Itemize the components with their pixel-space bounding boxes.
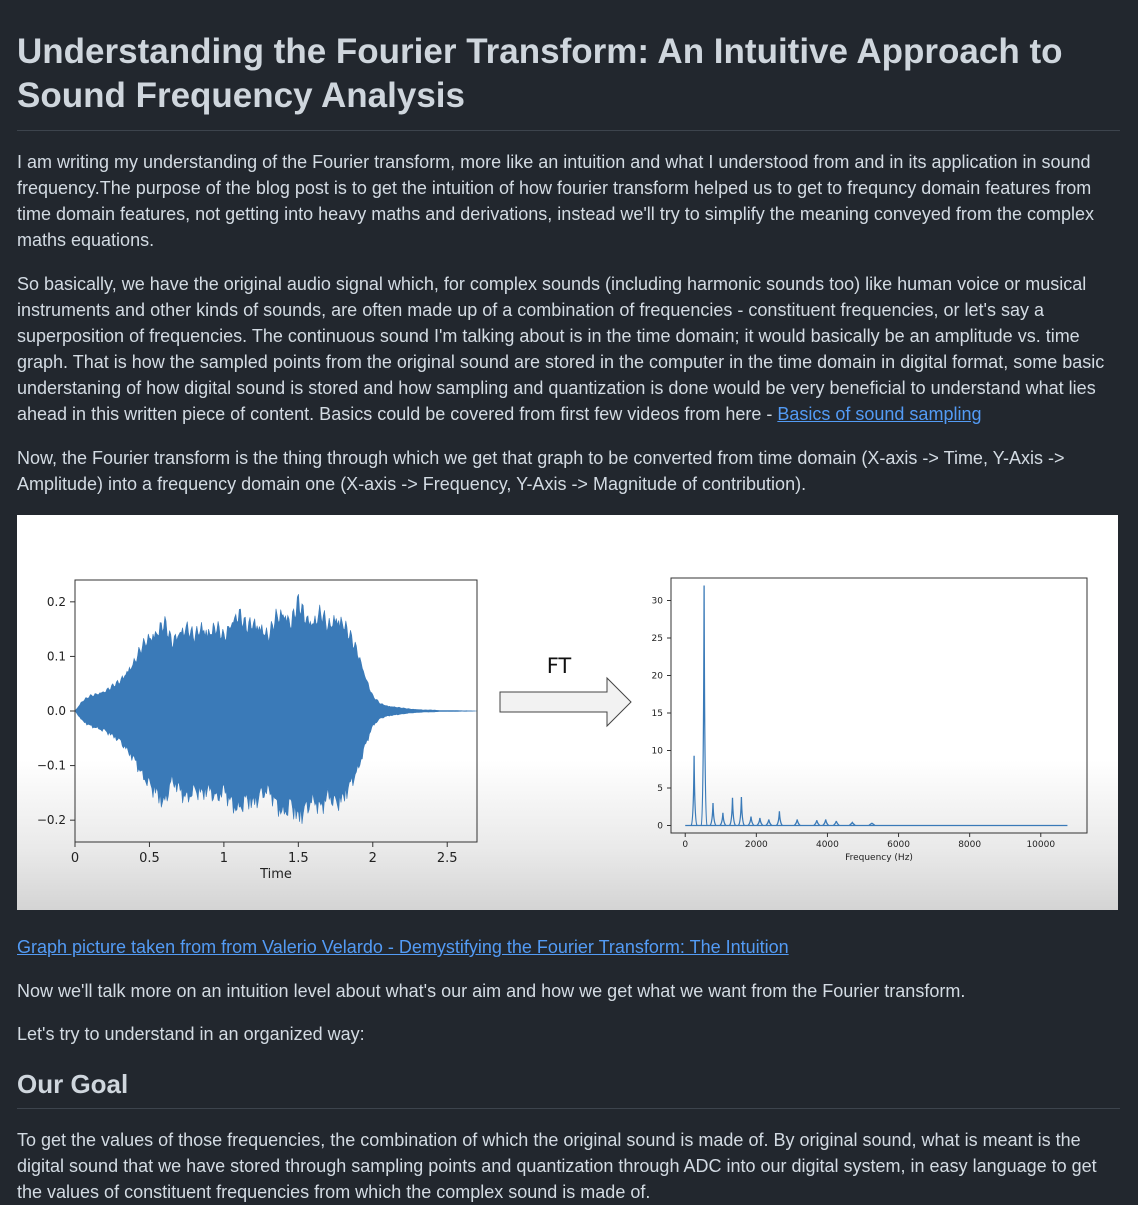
- spectrum-peak: [748, 817, 754, 826]
- section-heading-our-goal: Our Goal: [17, 1067, 1120, 1109]
- spectrum-x-axis-label: Frequency (Hz): [845, 853, 913, 863]
- waveform-x-axis-label: Time: [260, 867, 292, 882]
- ft-arrow-label: FT: [546, 654, 572, 678]
- spectrum-peak: [720, 813, 726, 826]
- waveform-y-tick-label: 0.1: [46, 649, 66, 664]
- spectrum-peak: [776, 811, 782, 825]
- article-title: Understanding the Fourier Transform: An Intuitive Approach to Sound Frequency Analysis: [17, 0, 1120, 131]
- spectrum-x-tick-label: 4000: [815, 840, 839, 850]
- waveform-area: [75, 594, 477, 824]
- waveform-x-tick-label: 2.5: [436, 851, 458, 866]
- waveform-y-tick-label: 0.2: [46, 594, 66, 609]
- spectrum-x-tick-label: 8000: [958, 840, 982, 850]
- organized-paragraph: Let's try to understand in an organized way:: [17, 1024, 365, 1044]
- intuition-paragraph: Now we'll talk more on an intuition level about what's our aim and how we get what we want from the Fourier transform.: [17, 981, 966, 1001]
- spectrum-y-tick-label: 10: [651, 746, 663, 757]
- spectrum-peak: [738, 797, 744, 826]
- spectrum-peak: [730, 798, 736, 826]
- spectrum-peak: [833, 821, 839, 826]
- intro-paragraph: I am writing my understanding of the Fourier transform, more like an intuition and what I understood from and in its application in sound frequency.The purpose of the blog post is to get the intuition of how fourier transform helped us to get to frequncy domain features from time domain features, not getting into heavy maths and derivations, instead we'll try to simplify the meaning conveyed from the complex maths equations.: [17, 152, 1094, 250]
- spectrum-x-tick-label: 2000: [744, 840, 768, 850]
- spectrum-y-tick-label: 20: [651, 671, 663, 682]
- spectrum-y-tick-label: 30: [651, 596, 663, 607]
- basics-of-sound-sampling-link[interactable]: Basics of sound sampling: [777, 404, 982, 424]
- sampling-paragraph: [17, 271, 1120, 427]
- waveform-x-tick-label: 1: [219, 851, 229, 866]
- spectrum-peak: [823, 820, 829, 826]
- spectrum-peak: [757, 818, 763, 826]
- waveform-x-tick-label: 1.5: [287, 851, 309, 866]
- spectrum-peak: [691, 756, 697, 826]
- waveform-x-tick-label: 0.5: [139, 851, 160, 866]
- waveform-y-tick-label: 0.0: [46, 704, 66, 718]
- spectrum-y-tick-label: 5: [657, 784, 663, 794]
- ft-definition-paragraph: Now, the Fourier transform is the thing through which we get that graph to be converted from time domain (X-axis -> Time, Y-Axis -> Amplitude) into a frequency domain one (X-axis -> Frequency, Y-Axis -> Magnitude of contribution).: [17, 448, 1065, 494]
- spectrum-peak: [766, 820, 772, 826]
- waveform-x-tick-label: 0: [70, 851, 80, 866]
- sampling-paragraph-text: So basically, we have the original audio signal which, for complex sounds (including harmonic sounds too) like human voice or musical instruments and other kinds of sounds, are often made up of a combination of frequencies - constituent frequencies, or let's say a superposition of frequencies. The continuous sound I'm talking about is in the time domain; it would basically be an amplitude vs. time graph. That is how the sampled points from the original sound are stored in the computer in the time domain in digital format, some basic understaning of how digital sound is stored and how sampling and quantization is done would be very beneficial to understand what lies ahead in this written piece of content. Basics could be covered from first few videos from here -: [17, 274, 1105, 424]
- spectrum-peak: [794, 820, 800, 826]
- spectrum-axes-frame: [671, 578, 1087, 833]
- fourier-figure-svg: [17, 515, 1118, 910]
- waveform-x-tick-label: 2: [368, 851, 377, 866]
- spectrum-peak: [814, 820, 820, 825]
- spectrum-x-tick-label: 10000: [1026, 840, 1056, 850]
- spectrum-x-tick-label: 0: [682, 840, 689, 850]
- spectrum-y-tick-label: 25: [651, 634, 663, 644]
- spectrum-y-tick-label: 15: [651, 709, 663, 719]
- ft-arrow: [500, 678, 631, 726]
- spectrum-peak: [701, 586, 707, 826]
- waveform-y-tick-label: −0.1: [36, 758, 66, 773]
- goal-paragraph: To get the values of those frequencies, the combination of which the original sound is made of. By original sound, what is meant is the digital sound that we have stored through sampling points and quantization through ADC into our digital system, in easy language to get the values of constituent frequencies from which the complex sound is made of.: [17, 1130, 1097, 1202]
- spectrum-peak: [710, 803, 716, 826]
- waveform-y-tick-label: −0.2: [36, 813, 66, 828]
- fourier-figure: [17, 515, 1118, 910]
- graph-source-link[interactable]: Graph picture taken from from Valerio Velardo - Demystifying the Fourier Transform: The Intuition: [17, 937, 789, 957]
- spectrum-y-tick-label: 0: [657, 821, 663, 832]
- caption-paragraph: [17, 934, 1120, 960]
- spectrum-x-tick-label: 6000: [887, 840, 911, 850]
